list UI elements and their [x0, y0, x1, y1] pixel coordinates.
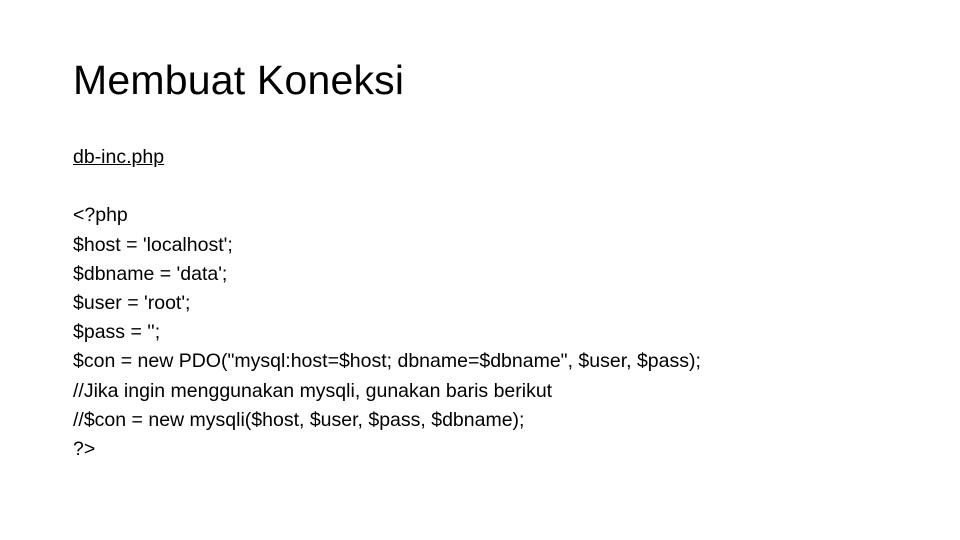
code-line: $con = new PDO("mysql:host=$host; dbname=$dbname", $user, $pass);	[73, 350, 701, 373]
code-line: $host = 'localhost';	[73, 233, 233, 256]
code-line: //$con = new mysqli($host, $user, $pass, $dbname);	[73, 408, 525, 431]
code-line: <?php	[73, 204, 128, 227]
code-line: ?>	[73, 438, 96, 461]
code-line: //Jika ingin menggunakan mysqli, gunakan baris berikut	[73, 379, 553, 402]
code-line: $pass = '';	[73, 321, 161, 344]
code-line: $dbname = 'data';	[73, 262, 228, 285]
code-line: $user = 'root';	[73, 292, 191, 314]
filename-label: db-inc.php	[73, 146, 165, 168]
code-block	[73, 201, 933, 464]
spacer	[73, 172, 933, 201]
slide-content	[73, 143, 933, 464]
slide-title: Membuat Koneksi	[73, 57, 405, 103]
